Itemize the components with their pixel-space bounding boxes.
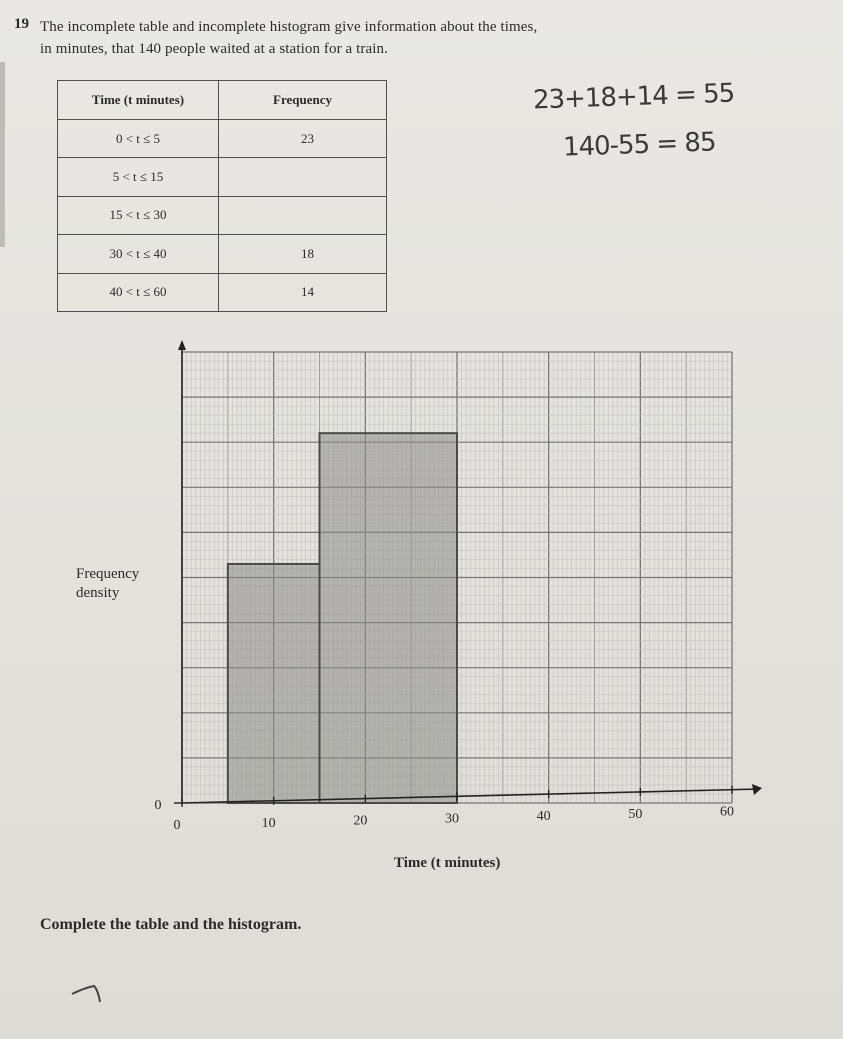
y-axis-label-line-1: Frequency — [76, 566, 140, 582]
histogram-bar — [228, 564, 320, 803]
histogram-bar — [320, 433, 458, 803]
question-line-1: The incomplete table and incomplete histogram give information about the times, — [40, 19, 538, 35]
time-interval-cell: 40 < t ≤ 60 — [58, 273, 219, 311]
x-tick-label: 60 — [720, 804, 734, 820]
y-axis-label-line-2: density — [76, 585, 120, 601]
instruction-text: Complete the table and the histogram. — [40, 916, 302, 933]
x-tick-label: 10 — [261, 815, 276, 831]
histogram-bars — [228, 433, 457, 803]
x-tick-label: 20 — [353, 813, 368, 829]
question-line-2: in minutes, that 140 people waited at a station for a train. — [40, 41, 388, 57]
time-interval-cell: 30 < t ≤ 40 — [58, 235, 219, 273]
question-number: 19 — [14, 16, 29, 32]
x-tick-label: 30 — [445, 811, 459, 827]
x-tick-label: 40 — [536, 809, 551, 825]
y-axis-arrow — [178, 340, 186, 350]
x-tick-label: 0 — [173, 818, 181, 833]
x-axis-arrow — [752, 784, 762, 795]
x-tick-label: 50 — [628, 806, 643, 822]
y-axis-label — [76, 565, 139, 603]
x-axis-label: Time (t minutes) — [394, 855, 501, 871]
pen-stroke-mark — [70, 980, 110, 1010]
header-frequency: Frequency — [219, 81, 387, 120]
frequency-cell[interactable]: 18 — [219, 235, 387, 273]
y-tick-label: 0 — [154, 798, 162, 813]
time-interval-cell: 15 < t ≤ 30 — [58, 196, 219, 234]
header-time: Time (t minutes) — [58, 81, 219, 120]
frequency-cell[interactable]: 14 — [219, 273, 387, 311]
time-interval-cell: 5 < t ≤ 15 — [58, 158, 219, 196]
handwritten-working-sum: 23+18+14 = 55 — [532, 78, 735, 116]
handwritten-working-difference: 140-55 = 85 — [562, 127, 716, 163]
time-interval-cell: 0 < t ≤ 5 — [58, 120, 219, 158]
frequency-cell[interactable]: 23 — [219, 120, 387, 158]
